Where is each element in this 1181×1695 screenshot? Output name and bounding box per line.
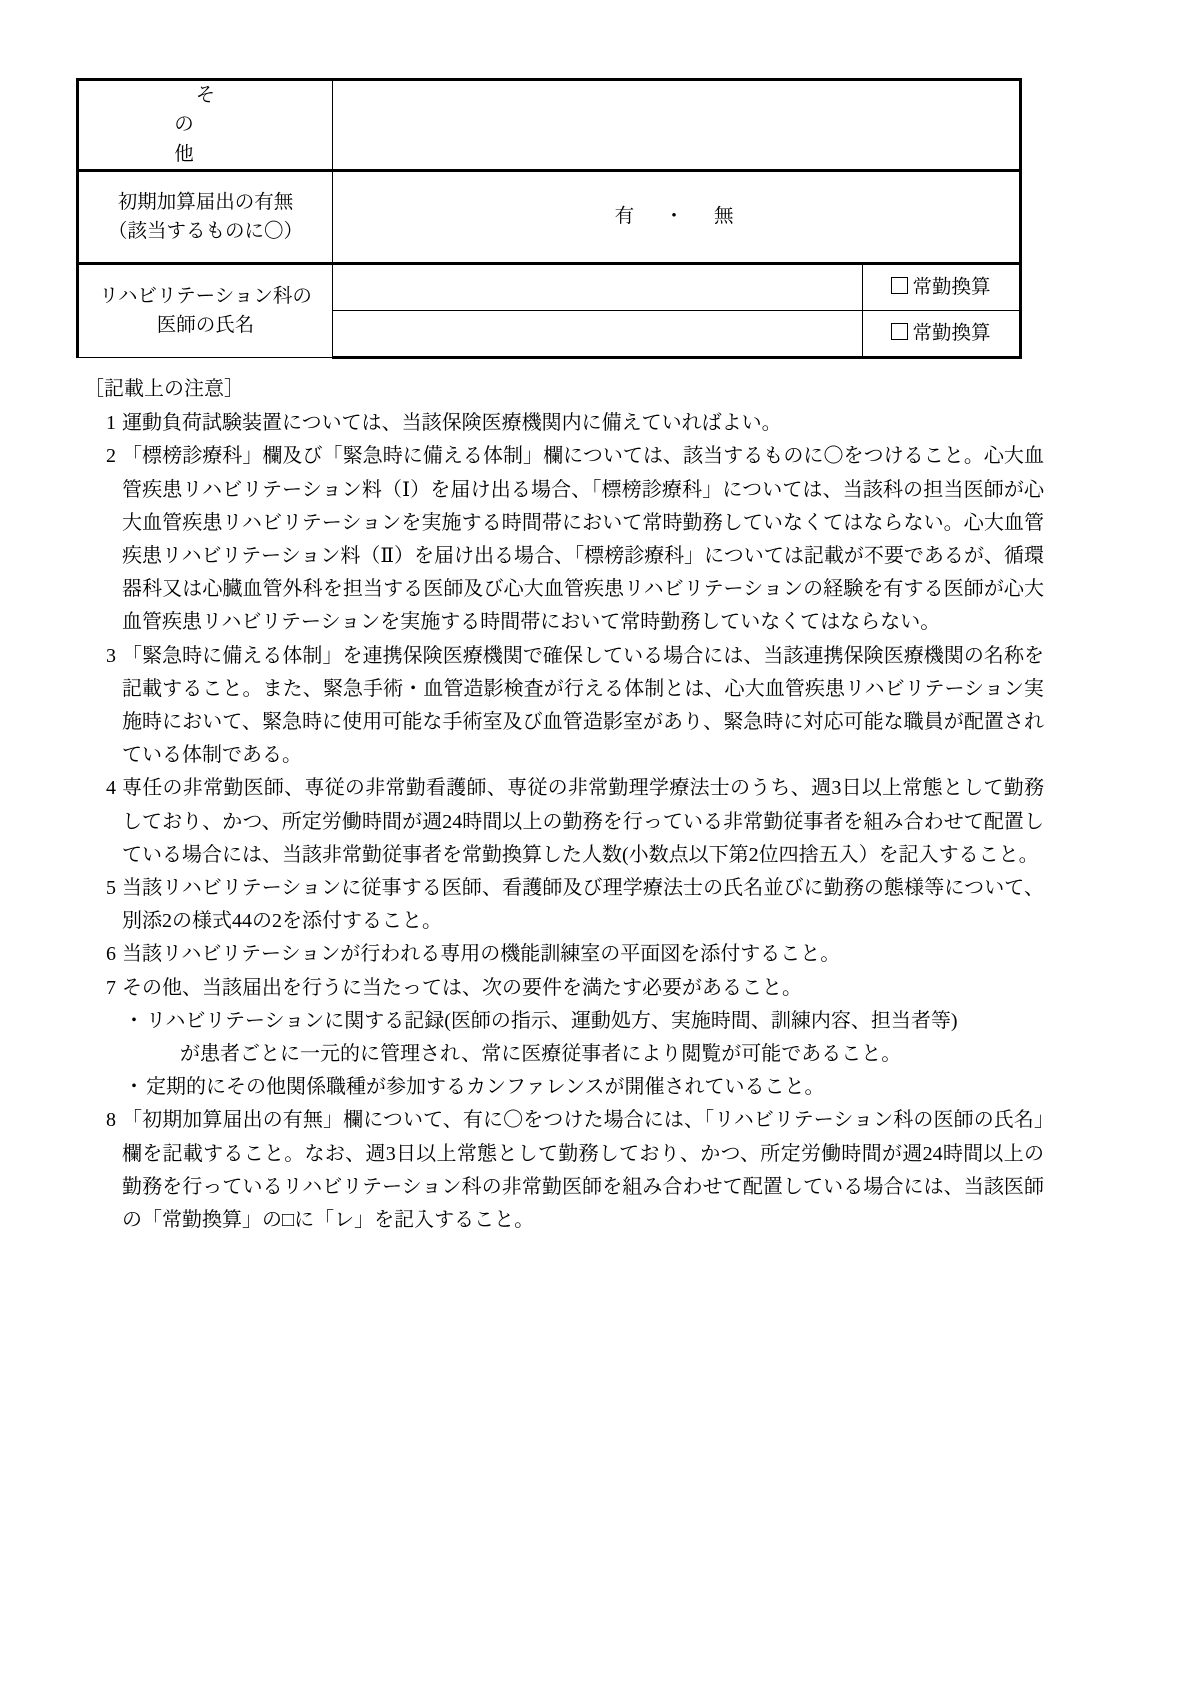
note-number-8: 8 — [106, 1109, 116, 1132]
note-number-4: 4 — [106, 777, 116, 800]
note-number-5: 5 — [106, 877, 116, 900]
row-label-rehab-doctor-name — [78, 263, 333, 357]
note-text-1: 運動負荷試験装置については、当該保険医療機関内に備えていればよい。 — [122, 412, 782, 435]
note-text-7: その他、当該届出を行うに当たっては、次の要件を満たす必要があること。 — [122, 976, 802, 999]
note-bullet-2-line1: 定期的にその他関係職種が参加するカンファレンスが開催されていること。 — [146, 1076, 825, 1099]
fulltime-equivalent-label-1: 常勤換算 — [912, 276, 991, 298]
note-item-1 — [84, 407, 1044, 440]
note-number-1: 1 — [106, 412, 116, 435]
row-label-rehab-doctor-name-line1: リハビリテーション科の — [99, 285, 312, 307]
note-bullet-1-line2: が患者ごとに一元的に管理され、常に医療従事者により閲覧が可能であること。 — [180, 1043, 902, 1066]
doctor-name-input-1[interactable] — [333, 263, 863, 310]
bullet-marker: ・ — [124, 1009, 144, 1032]
row-label-initial-addition — [78, 170, 333, 263]
row-label-other-text: そ の 他 — [174, 85, 446, 165]
note-bullet-1 — [84, 1005, 1044, 1071]
note-number-3: 3 — [106, 644, 116, 667]
note-text-5: 当該リハビリテーションに従事する医師、看護師及び理学療法士の氏名並びに勤務の態様等について、別添2の様式44の2を添付すること。 — [122, 877, 1044, 933]
row-label-other — [78, 80, 446, 171]
note-text-4: 専任の非常勤医師、専従の非常勤看護師、専従の非常勤理学療法士のうち、週3日以上常態として勤務しており、かつ、所定労働時間が週24時間以上の勤務を行っている非常勤従事者を組み合わせて配置している場合には、当該非常勤従事者を常勤換算した人数(小数点以下第2位四捨五入）を記入すること。 — [122, 777, 1044, 866]
note-item-3 — [84, 640, 1044, 773]
fulltime-equivalent-checkbox-cell-1[interactable] — [863, 263, 1021, 310]
note-text-3: 「緊急時に備える体制」を連携保険医療機関で確保している場合には、当該連携保険医療機関の名称を記載すること。また、緊急手術・血管造影検査が行える体制とは、心大血管疾患リハビリテーション実施時において、緊急時に使用可能な手術室及び血管造影室があり、緊急時に対応可能な職員が配置されている体制である。 — [122, 644, 1044, 767]
note-bullet-2-body — [146, 1071, 1044, 1104]
note-bullet-1-body — [146, 1005, 1044, 1071]
notes-section — [84, 373, 1044, 1237]
table-row-other — [78, 80, 1021, 171]
note-number-6: 6 — [106, 943, 116, 966]
checkbox-icon[interactable] — [891, 277, 908, 294]
note-text-8: 「初期加算届出の有無」欄について、有に〇をつけた場合には、「リハビリテーション科の医師の氏名」欄を記載すること。なお、週3日以上常態として勤務しており、かつ、所定労働時間が週24時間以上の勤務を行っているリハビリテーション科の非常勤医師を組み合わせて配置している場合には、当該医師の「常勤換算」の□に「レ」を記入すること。 — [122, 1109, 1044, 1232]
note-number-2: 2 — [106, 445, 116, 468]
note-item-4 — [84, 772, 1044, 872]
fulltime-equivalent-checkbox-cell-2[interactable] — [863, 310, 1021, 357]
note-bullet-2 — [84, 1071, 1044, 1104]
note-item-6 — [84, 938, 1044, 971]
row-value-initial-addition[interactable] — [333, 170, 1021, 263]
note-item-2 — [84, 440, 1044, 639]
fulltime-equivalent-label-2: 常勤換算 — [912, 322, 991, 344]
doctor-name-input-2[interactable] — [333, 310, 863, 357]
note-item-5 — [84, 872, 1044, 938]
option-no[interactable]: 無 — [714, 206, 738, 228]
yes-no-option-group — [615, 206, 738, 227]
table-row-initial-addition — [78, 170, 1021, 263]
option-yes[interactable]: 有 — [614, 206, 638, 228]
note-bullet-1-line1: リハビリテーションに関する記録(医師の指示、運動処方、実施時間、訓練内容、担当者等) — [146, 1009, 958, 1032]
note-text-2: 「標榜診療科」欄及び「緊急時に備える体制」欄については、該当するものに〇をつけること。心大血管疾患リハビリテーション料（Ⅰ）を届け出る場合、「標榜診療科」については、当該科の担当医師が心大血管疾患リハビリテーションを実施する時間帯において常時勤務していなくてはならない。心大血管疾患リハビリテーション料（Ⅱ）を届け出る場合、「標榜診療科」については記載が不要であるが、循環器科又は心臓血管外科を担当する医師及び心大血管疾患リハビリテーションの経験を有する医師が心大血管疾患リハビリテーションを実施する時間帯において常時勤務していなくてはならない。 — [122, 445, 1044, 634]
option-separator: ・ — [664, 206, 688, 228]
row-label-initial-addition-line1: 初期加算届出の有無 — [117, 191, 294, 213]
note-number-7: 7 — [106, 976, 116, 999]
note-item-8 — [84, 1104, 1044, 1237]
note-item-7 — [84, 972, 1044, 1005]
note-text-6: 当該リハビリテーションが行われる専用の機能訓練室の平面図を添付すること。 — [122, 943, 841, 966]
table-row-rehab-doctor-name-1 — [78, 263, 1021, 310]
bullet-marker: ・ — [124, 1076, 144, 1099]
row-label-initial-addition-line2: （該当するものに〇） — [107, 220, 303, 242]
checkbox-icon[interactable] — [891, 323, 908, 340]
row-label-rehab-doctor-name-line2: 医師の氏名 — [156, 314, 255, 336]
notes-heading: ［記載上の注意］ — [84, 378, 244, 400]
notification-form-table — [76, 78, 1022, 359]
